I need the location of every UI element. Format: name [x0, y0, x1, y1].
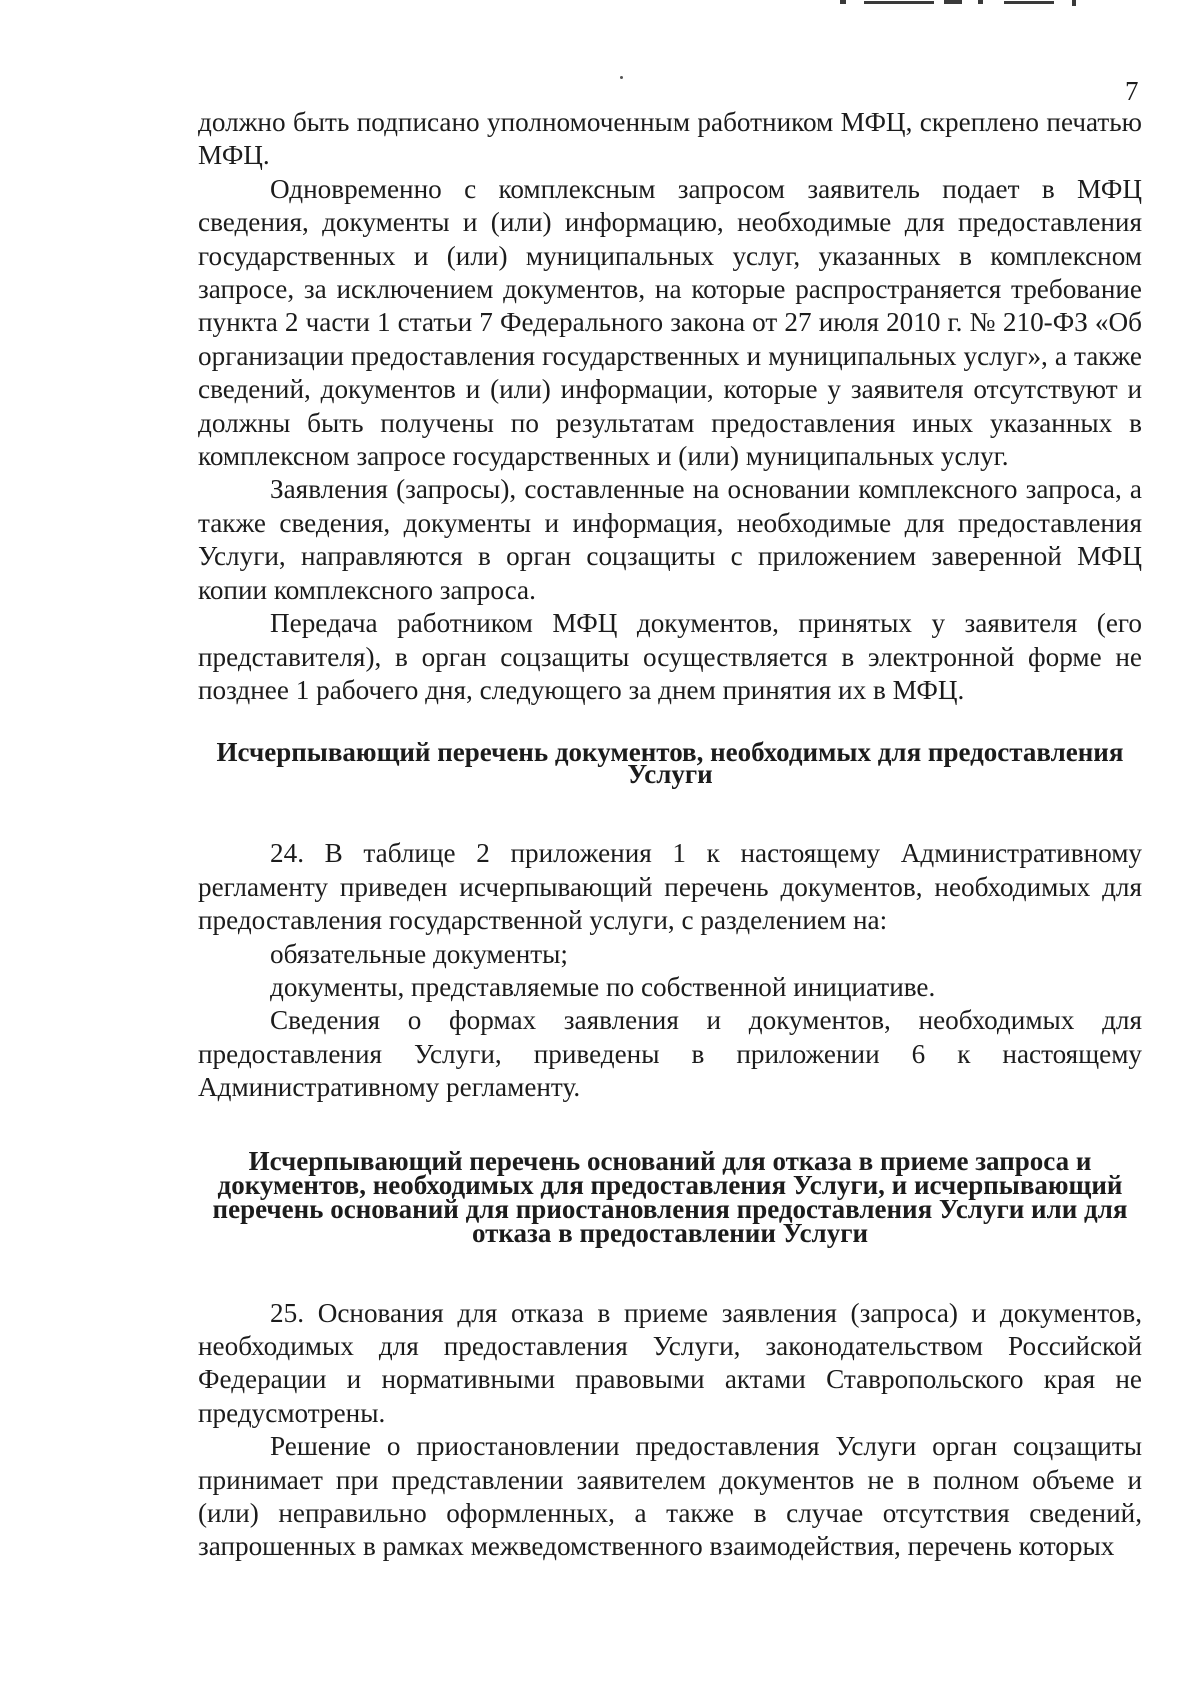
paragraph-forms-info: Сведения о формах заявления и документов, необходимых для предоставления Услуги, приведены в приложении 6 к настоящему Административному регламенту.: [198, 1005, 1142, 1103]
paragraph-24: 24. В таблице 2 приложения 1 к настоящему Административному регламенту приведен исчерпывающий перечень документов, необходимых для предоставления государственной услуги, с разделением на:: [198, 838, 1142, 936]
paragraph-transfer: Передача работником МФЦ документов, принятых у заявителя (его представителя), в орган соцзащиты осуществляется в электронной форме не позднее 1 рабочего дня, следующего за днем принятия их в МФЦ.: [198, 608, 1142, 705]
list-item-mandatory-documents: обязательные документы;: [270, 938, 568, 969]
paragraph-25: 25. Основания для отказа в приеме заявления (запроса) и документов, необходимых для предоставления Услуги, законодательством Российской Федерации и нормативными правовыми актами Ставропольского края не предусмотрены.: [198, 1297, 1142, 1428]
section-heading-refusal-grounds: Исчерпывающий перечень оснований для отказа в приеме запроса и документов, необходимых для предоставления Услуги, и исчерпывающий перечень оснований для приостановления предоставления Услуги или для отказа в предоставлении Услуги: [212, 1145, 1128, 1248]
document-body: [198, 106, 1142, 1564]
paragraph-suspension: Решение о приостановлении предоставления Услуги орган соцзащиты принимает при представлении заявителем документов не в полном объеме и (или) неправильно оформленных, а также в случае отсутствия сведений, запрошенных в рамках межведомственного взаимодействия, перечень которых: [198, 1431, 1142, 1562]
scan-top-marks: [840, 0, 1080, 8]
page-number: 7: [1125, 76, 1139, 106]
section-heading-documents-list: Исчерпывающий перечень документов, необходимых для предоставления Услуги: [216, 737, 1124, 790]
scan-speck: [620, 76, 623, 79]
paragraph-applications: Заявления (запросы), составленные на основании комплексного запроса, а также сведения, документы и информация, необходимые для предоставления Услуги, направляются в орган соцзащиты с приложением заверенной МФЦ копии комплексного запроса.: [198, 474, 1142, 605]
paragraph-complex-request: Одновременно с комплексным запросом заявитель подает в МФЦ сведения, документы и (или) информацию, необходимые для предоставления государственных и (или) муниципальных услуг, указанных в комплексном запросе, за исключением документов, на которые распространяется требование пункта 2 части 1 статьи 7 Федерального закона от 27 июля 2010 г. № 210-ФЗ «Об организации предоставления государственных и муниципальных услуг», а также сведений, документов и (или) информации, которые у заявителя отсутствуют и должны быть получены по результатам предоставления иных указанных в комплексном запросе государственных и (или) муниципальных услуг.: [198, 173, 1142, 472]
list-item-optional-documents: документы, представляемые по собственной инициативе.: [270, 971, 936, 1002]
paragraph-continuation: должно быть подписано уполномоченным работником МФЦ, скреплено печатью МФЦ.: [198, 107, 1142, 171]
